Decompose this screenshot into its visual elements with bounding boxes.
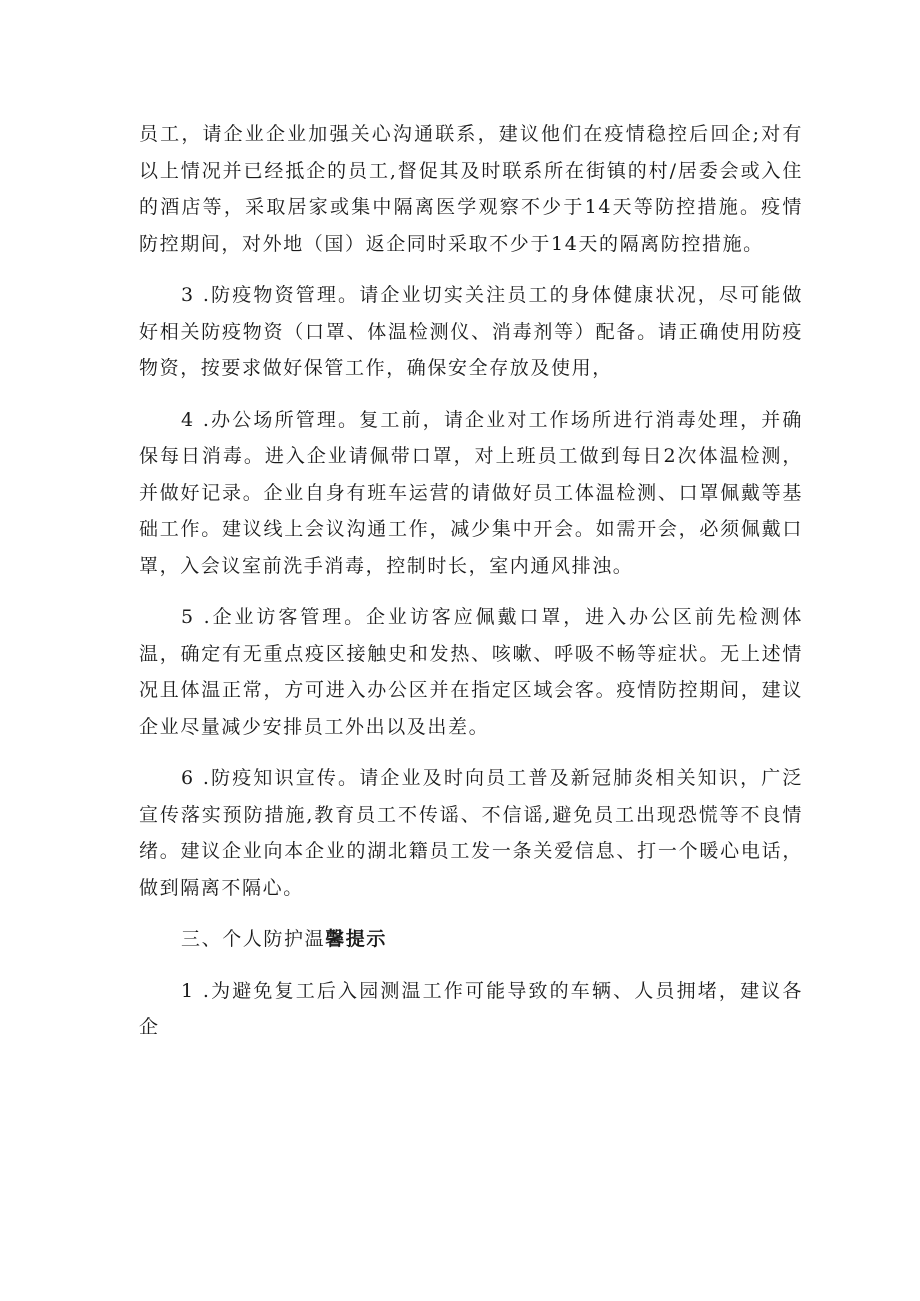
section-heading-bold: 馨提示	[325, 928, 388, 950]
paragraph-visitor-management: 5 .企业访客管理。企业访客应佩戴口罩，进入办公区前先检测体温，确定有无重点疫区接触史和发热、咳嗽、呼吸不畅等症状。无上述情况且体温正常，方可进入办公区并在指定区域会客。疫情防控期间，建议企业尽量减少安排员工外出以及出差。	[139, 606, 803, 738]
paragraph-knowledge-promotion: 6 .防疫知识宣传。请企业及时向员工普及新冠肺炎相关知识，广泛宣传落实预防措施,教育员工不传谣、不信谣,避免员工出现恐慌等不良情绪。建议企业向本企业的湖北籍员工发一条关爱信息、打一个暖心电话，做到隔离不隔心。	[139, 767, 803, 899]
section-heading-normal: 三、个人防护温	[181, 928, 326, 950]
paragraph-entry-temperature: 1 .为避免复工后入园测温工作可能导致的车辆、人员拥堵，建议各企	[139, 979, 803, 1038]
paragraph-supplies-management: 3 .防疫物资管理。请企业切实关注员工的身体健康状况，尽可能做好相关防疫物资（口罩、体温检测仪、消毒剂等）配备。请正确使用防疫物资，按要求做好保管工作，确保安全存放及使用，	[139, 284, 803, 379]
paragraph-office-management: 4 .办公场所管理。复工前，请企业对工作场所进行消毒处理，并确保每日消毒。进入企业请佩带口罩，对上班员工做到每日2次体温检测，并做好记录。企业自身有班车运营的请做好员工体温检测、口罩佩戴等基础工作。建议线上会议沟通工作，减少集中开会。如需开会，必须佩戴口罩，入会议室前洗手消毒，控制时长，室内通风排浊。	[139, 408, 803, 577]
paragraph-employee-return: 员工，请企业企业加强关心沟通联系，建议他们在疫情稳控后回企;对有以上情况并已经抵企的员工,督促其及时联系所在街镇的村/居委会或入住的酒店等，采取居家或集中隔离医学观察不少于14天等防控措施。疫情防控期间，对外地（国）返企同时采取不少于14天的隔离防控措施。	[139, 123, 803, 255]
document-body	[139, 116, 803, 1061]
section-heading	[139, 921, 803, 958]
